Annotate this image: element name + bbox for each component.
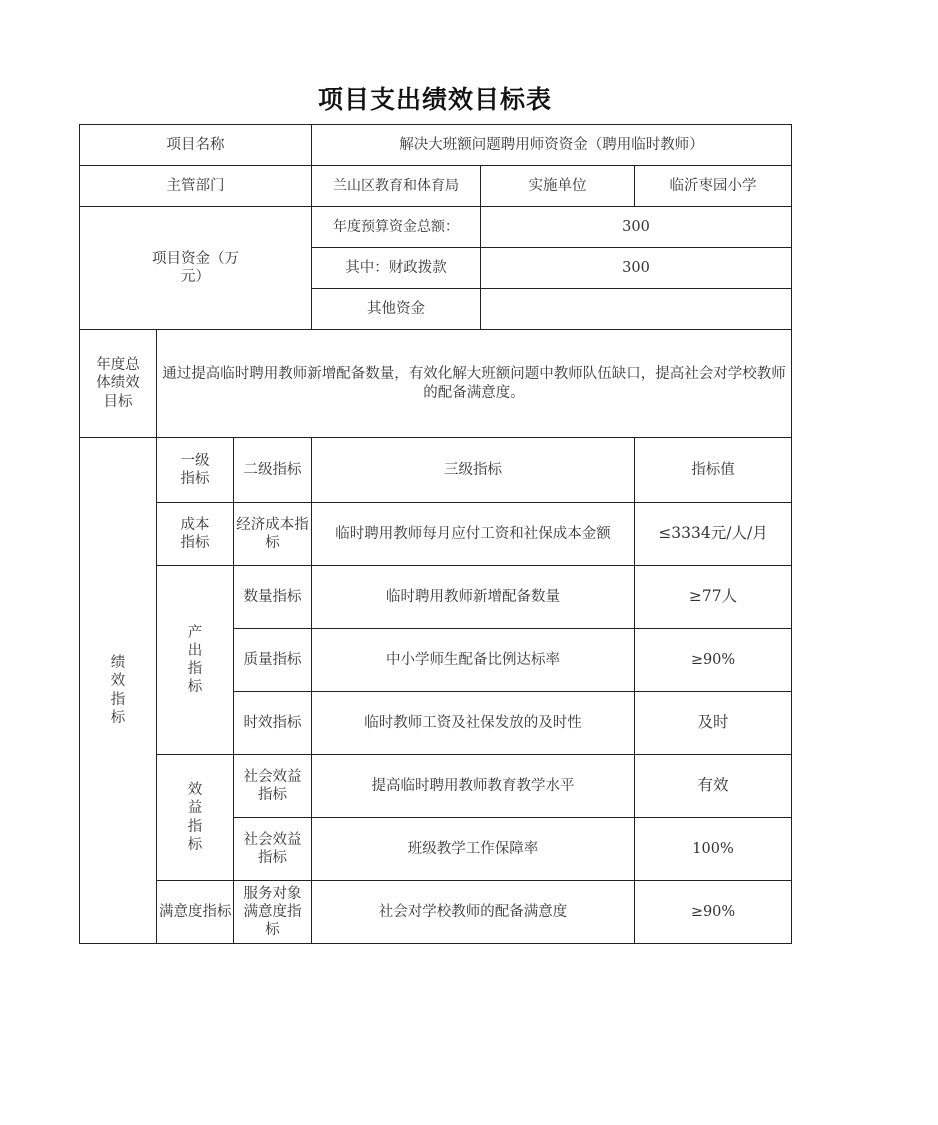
annual-budget-value: 300 — [481, 207, 792, 248]
table-row — [80, 566, 792, 629]
value-cell: 及时 — [635, 692, 792, 755]
level2-cell — [234, 818, 312, 881]
header-level1 — [157, 438, 234, 503]
level2-cell-text: 服务对象满意度指标 — [243, 885, 302, 939]
value-cell: ≥90% — [635, 629, 792, 692]
level1-cost — [157, 503, 234, 566]
level1-benefit — [157, 755, 234, 881]
header-value: 指标值 — [635, 438, 792, 503]
implementing-unit-value: 临沂枣园小学 — [635, 166, 792, 207]
value-cell: 有效 — [635, 755, 792, 818]
level1-satisfaction — [157, 881, 234, 944]
level3-cell: 社会对学校教师的配备满意度 — [312, 881, 635, 944]
header-level1-text: 一级指标 — [180, 452, 210, 487]
department-label: 主管部门 — [80, 166, 312, 207]
level2-cell: 经济成本指标 — [234, 503, 312, 566]
table-row — [80, 881, 792, 944]
header-level3: 三级指标 — [312, 438, 635, 503]
page-title: 项目支出绩效目标表 — [317, 85, 552, 114]
indicator-header-row — [80, 438, 792, 503]
department-row — [80, 166, 792, 207]
level2-cell: 质量指标 — [234, 629, 312, 692]
annual-goal-text: 通过提高临时聘用教师新增配备数量，有效化解大班额问题中教师队伍缺口，提高社会对学校教师的配备满意度。 — [157, 330, 792, 438]
value-cell: ≥90% — [635, 881, 792, 944]
value-cell: ≥77人 — [635, 566, 792, 629]
level1-output-text: 产出指标 — [187, 624, 203, 696]
level2-cell: 数量指标 — [234, 566, 312, 629]
implementing-unit-label: 实施单位 — [481, 166, 635, 207]
level1-benefit-text: 效益指标 — [187, 782, 203, 853]
annual-goal-label — [80, 330, 157, 438]
project-fund-label-text: 项目资金（万元） — [152, 250, 239, 285]
level3-cell: 提高临时聘用教师教育教学水平 — [312, 755, 635, 818]
annual-goal-label-text: 年度总体绩效目标 — [96, 357, 140, 410]
annual-budget-label: 年度预算资金总额： — [312, 207, 481, 248]
project-name-row — [80, 125, 792, 166]
level2-cell-text: 社会效益指标 — [243, 831, 302, 866]
level3-cell: 班级教学工作保障率 — [312, 818, 635, 881]
level1-output — [157, 566, 234, 755]
fiscal-appropriation-label: 其中：财政拨款 — [312, 248, 481, 289]
header-level2-text: 二级指标 — [243, 461, 302, 478]
level2-cell-text: 社会效益指标 — [243, 768, 302, 803]
other-funds-label: 其他资金 — [312, 289, 481, 330]
header-level2 — [234, 438, 312, 503]
level2-cell — [234, 881, 312, 944]
level1-cost-text: 成本指标 — [180, 516, 210, 551]
table-row — [80, 755, 792, 818]
project-fund-label — [80, 207, 312, 330]
other-funds-value — [481, 289, 792, 330]
department-value: 兰山区教育和体育局 — [312, 166, 481, 207]
indicator-section-label-text: 绩效指标 — [110, 655, 126, 726]
level2-cell: 时效指标 — [234, 692, 312, 755]
value-cell: 100% — [635, 818, 792, 881]
value-cell: ≤3334元/人/月 — [635, 503, 792, 566]
indicator-section-label — [80, 438, 157, 944]
fund-row-total — [80, 207, 792, 248]
level3-cell: 临时聘用教师新增配备数量 — [312, 566, 635, 629]
annual-goal-row — [80, 330, 792, 438]
fiscal-appropriation-value: 300 — [481, 248, 792, 289]
table-row — [80, 503, 792, 566]
project-name-value: 解决大班额问题聘用师资资金（聘用临时教师） — [312, 125, 792, 166]
level3-cell: 临时教师工资及社保发放的及时性 — [312, 692, 635, 755]
level3-cell: 临时聘用教师每月应付工资和社保成本金额 — [312, 503, 635, 566]
performance-target-table — [79, 124, 792, 944]
level2-cell — [234, 755, 312, 818]
level3-cell: 中小学师生配备比例达标率 — [312, 629, 635, 692]
project-name-label: 项目名称 — [80, 125, 312, 166]
level1-satisfaction-text: 满意度指标 — [159, 903, 232, 920]
